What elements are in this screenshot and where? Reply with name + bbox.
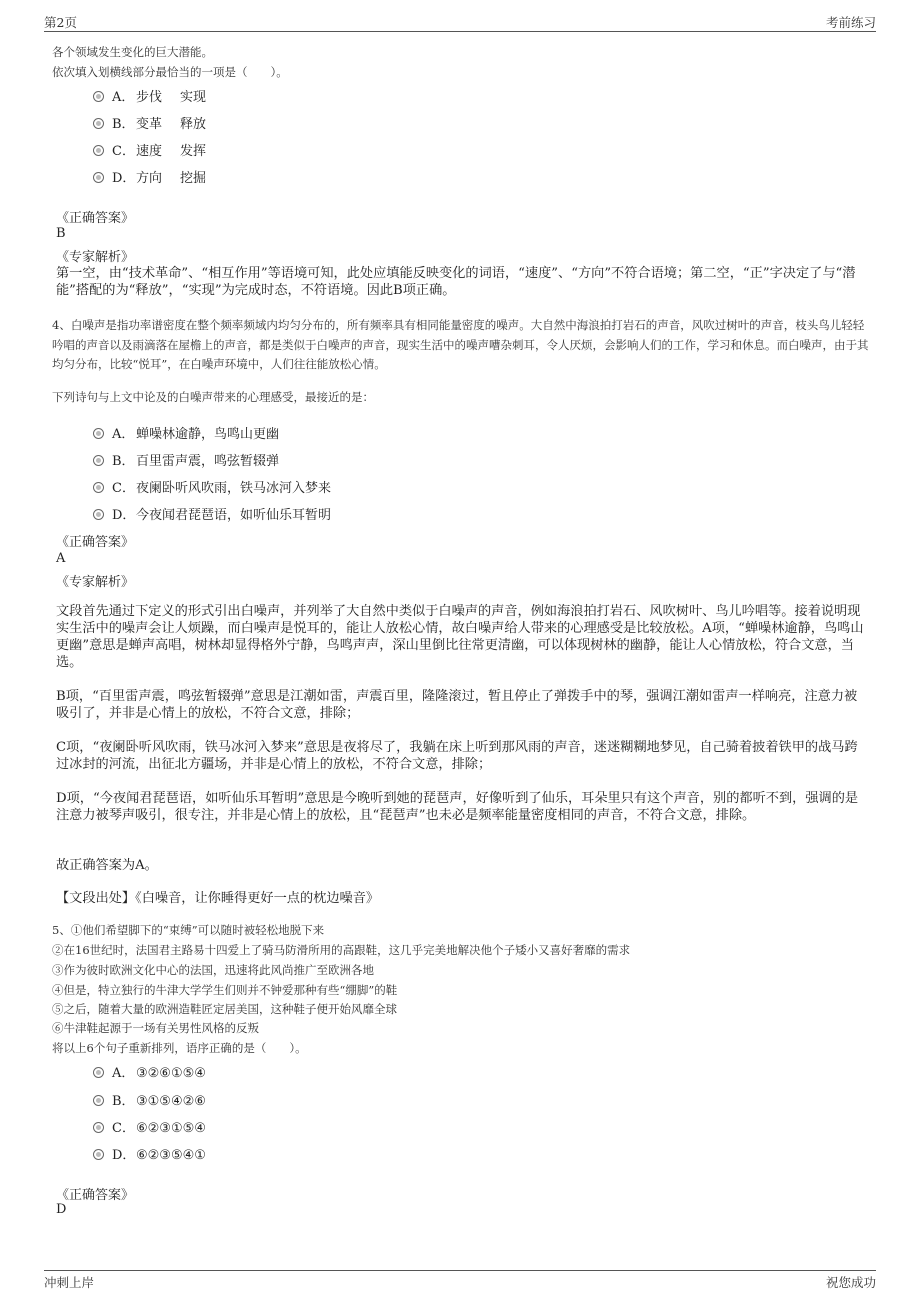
q5-option-b[interactable] [93, 1090, 206, 1109]
q3-option-a[interactable] [93, 86, 206, 105]
q4-option-c[interactable] [93, 477, 331, 496]
q4-option-d[interactable] [93, 504, 331, 523]
option-word-1: 速度 [136, 144, 163, 159]
q5-option-d[interactable] [93, 1144, 206, 1163]
q3-option-d[interactable] [93, 167, 206, 186]
option-word-2: 实现 [180, 90, 207, 105]
radio-icon[interactable] [93, 1095, 104, 1106]
q4-answer: A [56, 551, 66, 566]
radio-icon[interactable] [93, 1122, 104, 1133]
page-number: 第2页 [44, 15, 77, 30]
q4-option-a[interactable] [93, 423, 279, 442]
option-letter: C． [112, 1121, 135, 1136]
q4-analysis-para-1: 文段首先通过下定义的形式引出白噪声，并列举了大自然中类似于白噪声的声音，例如海浪拍打岩石、风吹树叶、鸟儿吟唱等。接着说明现实生活中的噪声会让人烦躁，而白噪声是悦耳的，能让人放松心情，故白噪声给人带来的心理感受是比较放松。A项，“蝉噪林逾静，鸟鸣山更幽”意思是蝉声高唱，树林却显得格外宁静，鸟鸣声声，深山里倒比往常更清幽，可以体现树林的幽静，能让人心情放松，符合文意，当选。 [56, 604, 864, 670]
option-text: 今夜闻君琵琶语，如听仙乐耳暂明 [136, 508, 332, 523]
q4-analysis-label: 《专家解析》 [56, 575, 135, 590]
option-letter: A． [112, 1066, 135, 1081]
q4-source: 【文段出处】《白噪音，让你睡得更好一点的枕边噪音》 [56, 891, 380, 906]
q3-prompt: 依次填入划横线部分最恰当的一项是（ ）。 [52, 65, 288, 79]
option-text: ③①⑤④②⑥ [136, 1094, 206, 1109]
footer-right: 祝您成功 [825, 1275, 876, 1290]
radio-icon[interactable] [93, 91, 104, 102]
radio-icon[interactable] [93, 482, 104, 493]
q5-sentence-4: ④但是，特立独行的牛津大学学生们则并不钟爱那种有些“绷脚”的鞋 [52, 983, 398, 997]
option-text: ③②⑥①⑤④ [136, 1066, 206, 1081]
q5-sentence-5: ⑤之后，随着大量的欧洲造鞋匠定居美国，这种鞋子便开始风靡全球 [52, 1002, 397, 1016]
q3-analysis: 第一空，由“技术革命”、“相互作用”等语境可知，此处应填能反映变化的词语，“速度”、“方向”不符合语境；第二空，“正”字决定了与“潜能”搭配的为“释放”，“实现”为完成时态，不符语境。因此B项正确。 [56, 266, 856, 298]
option-letter: D． [112, 171, 136, 186]
option-word-2: 发挥 [180, 144, 207, 159]
radio-icon[interactable] [93, 1149, 104, 1160]
option-text: 夜阑卧听风吹雨，铁马冰河入梦来 [136, 481, 332, 496]
q4-analysis-conclusion: 故正确答案为A。 [56, 858, 158, 873]
option-letter: D． [112, 508, 136, 523]
q4-option-b[interactable] [93, 450, 279, 469]
option-text: 蝉噪林逾静，鸟鸣山更幽 [136, 427, 280, 442]
q3-analysis-label: 《专家解析》 [56, 250, 135, 265]
q5-sentence-3: ③作为彼时欧洲文化中心的法国，迅速将此风尚推广至欧洲各地 [52, 963, 374, 977]
option-letter: B． [112, 117, 135, 132]
option-text: ⑥②③①⑤④ [136, 1121, 206, 1136]
q3-answer: B [56, 226, 66, 241]
radio-icon[interactable] [93, 455, 104, 466]
radio-icon[interactable] [93, 428, 104, 439]
radio-icon[interactable] [93, 1067, 104, 1078]
q5-sentence-1: 5、①他们希望脚下的“束缚”可以随时被轻松地脱下来 [52, 923, 325, 937]
option-letter: B． [112, 1094, 135, 1109]
option-word-2: 挖掘 [180, 171, 207, 186]
q4-answer-label: 《正确答案》 [56, 535, 135, 550]
option-word-1: 方向 [136, 171, 163, 186]
footer-left: 冲刺上岸 [44, 1275, 95, 1290]
header-title: 考前练习 [825, 15, 876, 30]
q5-option-c[interactable] [93, 1117, 206, 1136]
option-letter: B． [112, 454, 135, 469]
option-letter: A． [112, 427, 135, 442]
q5-prompt: 将以上6个句子重新排列，语序正确的是（ ）。 [52, 1041, 307, 1055]
option-text: 百里雷声震，鸣弦暂辍弹 [136, 454, 280, 469]
q3-option-b[interactable] [93, 113, 206, 132]
header-divider [44, 31, 876, 32]
option-letter: A． [112, 90, 135, 105]
q5-option-a[interactable] [93, 1062, 206, 1081]
q3-stem-tail: 各个领域发生变化的巨大潜能。 [52, 45, 213, 59]
option-letter: D． [112, 1148, 136, 1163]
option-text: ⑥②③⑤④① [136, 1148, 206, 1163]
q5-answer: D [56, 1202, 67, 1217]
footer-divider [44, 1270, 876, 1271]
q4-prompt: 下列诗句与上文中论及的白噪声带来的心理感受，最接近的是： [52, 390, 374, 404]
radio-icon[interactable] [93, 172, 104, 183]
q4-analysis-para-3: C项，“夜阑卧听风吹雨，铁马冰河入梦来”意思是夜将尽了，我躺在床上听到那风雨的声音，迷迷糊糊地梦见，自己骑着披着铁甲的战马跨过冰封的河流，出征北方疆场，并非是心情上的放松，不符合文意，排除； [56, 740, 858, 772]
option-letter: C． [112, 144, 135, 159]
q3-option-c[interactable] [93, 140, 206, 159]
option-word-2: 释放 [180, 117, 207, 132]
q5-sentence-2: ②在16世纪时，法国君主路易十四爱上了骑马防滑所用的高跟鞋，这几乎完美地解决他个子矮小又喜好奢靡的需求 [52, 943, 631, 957]
option-word-1: 变革 [136, 117, 163, 132]
radio-icon[interactable] [93, 509, 104, 520]
radio-icon[interactable] [93, 145, 104, 156]
radio-icon[interactable] [93, 118, 104, 129]
option-letter: C． [112, 481, 135, 496]
q4-analysis-para-4: D项，“今夜闻君琵琶语，如听仙乐耳暂明”意思是今晚听到她的琵琶声，好像听到了仙乐，耳朵里只有这个声音，别的都听不到，强调的是注意力被琴声吸引，很专注，并非是心情上的放松，且“琵琶声”也未必是频率能量密度相同的声音，不符合文意，排除。 [56, 791, 859, 823]
q3-answer-label: 《正确答案》 [56, 211, 135, 226]
q5-sentence-6: ⑥牛津鞋起源于一场有关男性风格的反叛 [52, 1021, 259, 1035]
q4-analysis-para-2: B项，“百里雷声震，鸣弦暂辍弹”意思是江潮如雷，声震百里，隆隆滚过，暂且停止了弹拨手中的琴，强调江潮如雷声一样响亮，注意力被吸引了，并非是心情上的放松，不符合文意，排除； [56, 689, 858, 721]
q4-stem: 4、白噪声是指功率谱密度在整个频率频域内均匀分布的，所有频率具有相同能量密度的噪声。大自然中海浪拍打岩石的声音，风吹过树叶的声音，枝头鸟儿轻轻吟唱的声音以及雨滴落在屋檐上的声音，都是类似于白噪声的声音，现实生活中的噪声嘈杂刺耳，令人厌烦，会影响人们的工作，学习和休息。而白噪声，由于其均匀分布，比较“悦耳”，在白噪声环境中，人们往往能放松心情。 [52, 318, 869, 371]
option-word-1: 步伐 [136, 90, 163, 105]
q5-answer-label: 《正确答案》 [56, 1188, 135, 1203]
